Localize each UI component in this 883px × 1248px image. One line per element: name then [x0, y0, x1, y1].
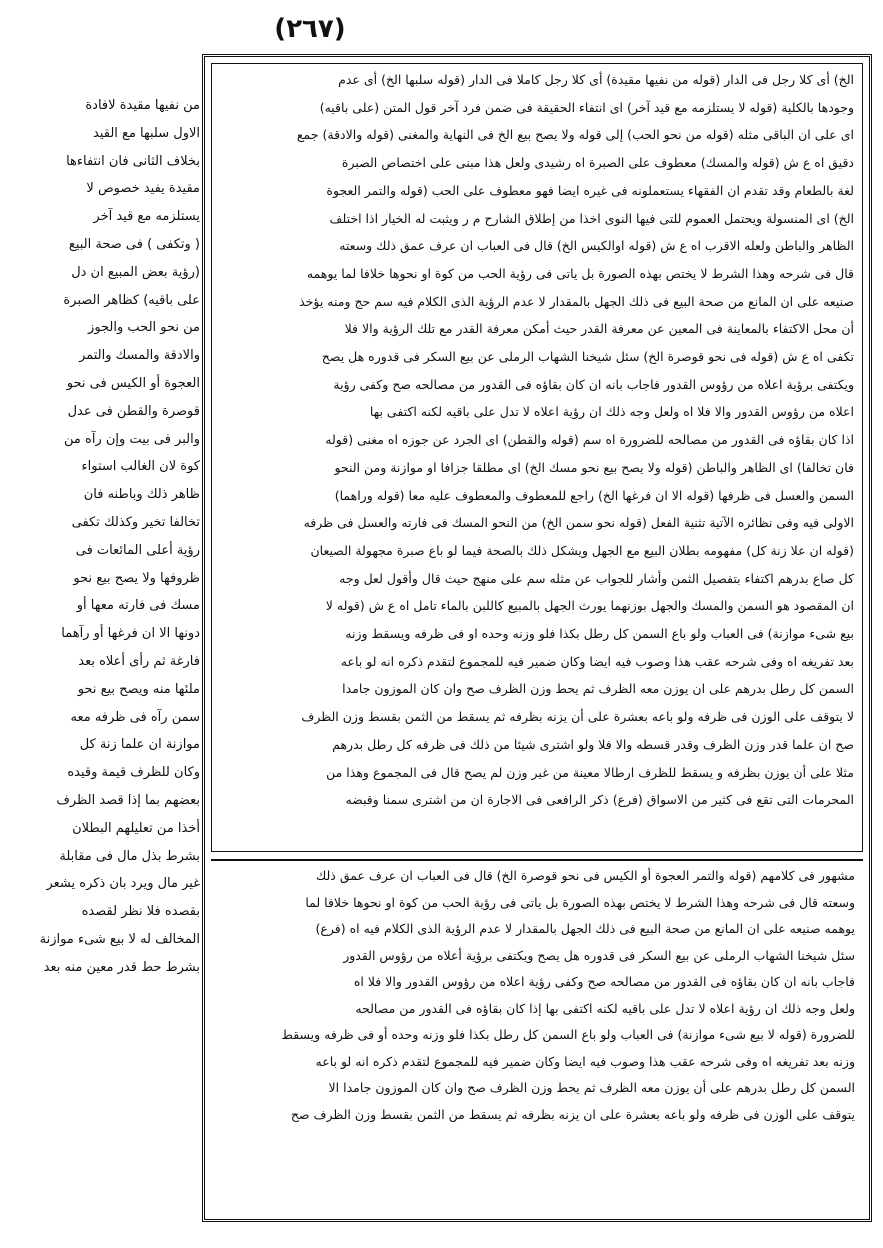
margin-text-line: بقصده فلا نظر لقصده [81, 904, 200, 920]
main-commentary-lines [212, 64, 862, 816]
margin-text-line: يستلزمه مع قيد آخر [93, 209, 200, 225]
main-text-line: فان تخالفا) اى الظاهر والباطن (قوله ولا يصح بيع نحو مسك الخ) اى مطلقا جزافا او موازنة ومن النحو [334, 459, 854, 475]
main-text-line: صح ان علما قدر وزن الظرف وقدر قسطه والا فلا ولو اشترى شيئا من ذلك فى ظرفه كل رطل بدرهم [332, 736, 854, 752]
sub-text-line: ولعل وجه ذلك ان رؤية اعلاه لا تدل على باقيه لكنه اكتفى بها إذا كان بقاؤه فى القدور من مصالحه [355, 1000, 855, 1016]
margin-text-line: ( وتكفى ) فى صحة البيع [68, 236, 200, 252]
margin-text-line: مسك فى فارته معها أو [76, 598, 200, 614]
page-number: (٢٦٧) [274, 14, 346, 44]
sub-text-line: سئل شيخنا الشهاب الرملى عن بيع السكر فى قدوره هل يصح ويكتفى برؤية أعلاه من رؤوس القدور [343, 947, 855, 963]
margin-text-line: بعضهم بما إذا قصد الظرف [56, 792, 200, 808]
main-text-line: السمن كل رطل بدرهم على ان يوزن معه الظرف ثم يحط وزن الظرف صح وان كان الموزون جامدا [342, 681, 854, 697]
sub-commentary-lines [211, 861, 863, 1130]
margin-text-line: المخالف له لا بيع شىء موازنة [39, 931, 200, 947]
sub-text-line: السمن كل رطل بدرهم على أن يوزن معه الظرف ثم يحط وزن الظرف صح وان كان الموزون جامدا الا [328, 1080, 855, 1095]
main-text-line: وجودها بالكلية (قوله لا يستلزمه مع قيد آخر) اى انتفاء الحقيقة فى ضمن فرد آخر قول المتن (على باقيه) [319, 99, 854, 115]
margin-text-line: بخلاف الثانى فان انتفاءها [66, 153, 200, 169]
margin-text-line: قوصرة والقطن فى عدل [67, 403, 200, 419]
main-text-line: ويكتفى برؤية اعلاه من رؤوس القدور فاجاب بانه ان كان بقاؤه فى القدور من مصالحه صح وكفى رؤية [333, 376, 854, 392]
text-frame [202, 54, 872, 1222]
sub-text-line: يتوقف على الوزن فى ظرفه ولو باعه بعشرة على ان يزنه بظرفه ثم يسقط من الثمن بقسط وزن الظرف صح [290, 1106, 855, 1122]
main-text-line: السمن والعسل فى ظرفها (قوله الا ان فرغها الخ) راجع للمعطوف والمعطوف عليه معا (قوله وراهما) [334, 487, 854, 503]
main-text-line: صنيعه على ان المانع من صحة البيع فى ذلك الجهل بالمقدار لا عدم الرؤية الذى الكلام فيه سم حج ومنه يؤخذ [299, 293, 854, 309]
main-text-line: أن محل الاكتفاء بالمعاينة فى المعين عن معرفة القدر حيث أمكن معرفة القدر مع تلك الرؤية والا فلا [344, 321, 854, 337]
margin-text-line: على باقيه) كظاهر الصبرة [63, 292, 200, 308]
main-text-line: لغة بالطعام وقد تقدم ان الفقهاء يستعملونه فى غيره ايضا فهو معطوف على الحب (قوله والتمر العجوة [326, 182, 854, 198]
main-text-line: دقيق اه ع ش (قوله والمسك) معطوف على الصبرة اه رشيدى ولعل هذا مبنى على اختصاص الصبرة [341, 155, 854, 171]
main-text-line: كل صاع بدرهم اكتفاء بتفصيل الثمن وأشار للجواب عن مثله سم على منهج حيث قال وأقول لعل وجه [339, 570, 854, 586]
margin-text-line: رؤية أعلى المائعات فى [75, 542, 200, 558]
margin-text-line: من نفيها مقيدة لافادة [85, 98, 200, 113]
sub-text-line: وزنه بعد تفريغه اه وفى شرحه عقب هذا وصوب فيه ايضا وكان ضمير فيه للمجموع لتقدم ذكره انه لو باعه [315, 1053, 855, 1069]
margin-text-line: أخذا من تعليلهم البطلان [72, 820, 200, 836]
main-text-line: الظاهر والباطن ولعله الاقرب اه ع ش (قوله اوالكيس الخ) قال فى العباب ان عرف عمق ذلك وسعته [339, 238, 854, 254]
main-text-line: لا يتوقف على الوزن فى ظرفه ولو باعه بعشرة على أن يزنه بظرفه ثم يسقط من الثمن بقسط وزن الظرف [301, 709, 854, 725]
main-text-line: بيع شىء موازنة) فى العباب ولو باع السمن كل رطل بكذا فلو وزنه وحده او فى ظرفه ويسقط وزنه [345, 626, 854, 642]
main-commentary [211, 63, 863, 852]
margin-text-line: من نحو الحب والجوز [88, 320, 200, 336]
sub-commentary [211, 859, 863, 1213]
sub-text-line: مشهور فى كلامهم (قوله والتمر العجوة أو الكيس فى نحو قوصرة الخ) قال فى العباب ان عرف عمق ذلك [315, 868, 855, 883]
margin-text-line: العجوة أو الكيس فى نحو [66, 375, 200, 391]
margin-text-line: والادقة والمسك والتمر [79, 348, 200, 364]
margin-text-line: الاول سلبها مع القيد [93, 125, 200, 141]
margin-text-line: غير مال ويرد بان ذكره يشعر [46, 876, 200, 892]
main-text-line: قال فى شرحه وهذا الشرط لا يختص بهذه الصورة بل ياتى فى رؤية الحب من كوة او نحوها خلافا لما يوهمه [306, 265, 854, 281]
main-text-line: بعد تفريغه اه وفى شرحه عقب هذا وصوب فيه ايضا وكان ضمير فيه للمجموع لتقدم ذكره انه لو باعه [340, 653, 854, 669]
margin-text-line: (رؤية بعض المبيع ان دل [71, 264, 200, 280]
main-text-line: الخ) اى المنسولة ويحتمل العموم للتى فيها النوى اخذا من إطلاق الشارح م ر ويثبت له الخيار اذا اختلف [329, 210, 854, 226]
margin-text-line: كوة لان الغالب استواء [81, 459, 200, 475]
margin-text-line: مقيدة يفيد خصوص لا [86, 181, 200, 197]
margin-matn-text [4, 92, 200, 1092]
margin-text-line: والبر فى بيت وإن رآه من [64, 431, 200, 447]
margin-text-line: ظروفها ولا يصح بيع نحو [73, 570, 200, 586]
main-text-line: الاولى فيه وفى نظائره الآتية تثنية الفعل (قوله نحو سمن الخ) من النحو المسك فى فارته والعسل فى ظرفه [303, 515, 854, 531]
sub-text-line: للضرورة (قوله لا بيع شىء موازنة) فى العباب ولو باع السمن كل رطل بكذا فلو وزنه وحده أو فى ظرفه ويسقط [281, 1027, 855, 1042]
margin-text-line: فارغة ثم رأى أعلاه بعد [78, 653, 200, 669]
margin-text-line: تخالفا تخير وكذلك تكفى [71, 514, 200, 530]
main-text-line: (قوله ان علا زنة كل) مفهومه بطلان البيع مع الجهل ويشكل ذلك بالصحة فيما لو باع صبرة مجهولة الصيعان [310, 542, 854, 558]
margin-text-line: وكان للظرف قيمة وقيده [67, 765, 200, 781]
margin-text-line: بشرط حط قدر معين منه بعد [43, 959, 200, 975]
margin-text-line: ظاهر ذلك وباطنه فان [83, 487, 200, 503]
margin-text-line: ملئها منه ويصح بيع نحو [77, 681, 200, 697]
main-text-line: اعلاه من رؤوس القدور والا فلا اه ولعل وجه ذلك ان رؤية اعلاه لا تدل على باقيه لكنه اكتفى بها [369, 404, 854, 420]
main-text-line: المحرمات التى تقع فى كثير من الاسواق (فرع) ذكر الرافعى فى الاجارة ان من اشترى سمنا وقبضه [345, 792, 854, 808]
main-text-line: تكفى اه ع ش (قوله فى نحو قوصرة الخ) سئل شيخنا الشهاب الرملى عن بيع السكر فى قدوره هل يصح [321, 349, 854, 365]
sub-text-line: وسعته قال فى شرحه وهذا الشرط لا يختص بهذه الصورة بل ياتى فى رؤية الحب من كوة او نحوها خلافا لما [305, 894, 855, 910]
main-text-line: الخ) أى كلا رجل فى الدار (قوله من نفيها مقيدة) أى كلا رجل كاملا فى الدار (قوله سلبها الخ) أى عدم [338, 72, 854, 87]
margin-text-line: بشرط بذل مال فى مقابلة [59, 848, 200, 864]
main-text-line: اذا كان بقاؤه فى القدور من مصالحه للضرورة اه سم (قوله والقطن) اى الجرد عن جوزه اه مغنى (قوله [325, 432, 854, 448]
main-text-line: اى على ان الباقى مثله (قوله من نحو الحب) إلى قوله ولا يصح بيع الخ فى النهاية والمغنى (قوله والادقة) جمع [296, 127, 854, 143]
sub-text-line: فاجاب بانه ان كان بقاؤه فى القدور من مصالحه صح وكفى رؤية اعلاه من رؤوس القدور والا فلا اه [353, 974, 855, 989]
main-text-line: ان المقصود هو السمن والمسك والجهل بوزنهما يورث الجهل بالمبيع كاللبن بالماء تامل اه ع ش (قوله لا [325, 598, 854, 614]
margin-text-line: موازنة ان علما زنة كل [79, 737, 200, 753]
sub-text-line: يوهمه صنيعه على ان المانع من صحة البيع فى ذلك الجهل بالمقدار لا عدم الرؤية الذى الكلام فيه اه (فرع) [315, 921, 855, 936]
margin-text-line: سمن رآه فى ظرفه معه [70, 709, 200, 725]
main-text-line: مثلا على أن يوزن بظرفه و يسقط للظرف ارطالا معينة من غير وزن لم يصح قال فى المجموع وهذا من [326, 764, 854, 780]
margin-text-line: دونها الا ان فرغها أو رآهما [61, 626, 200, 642]
